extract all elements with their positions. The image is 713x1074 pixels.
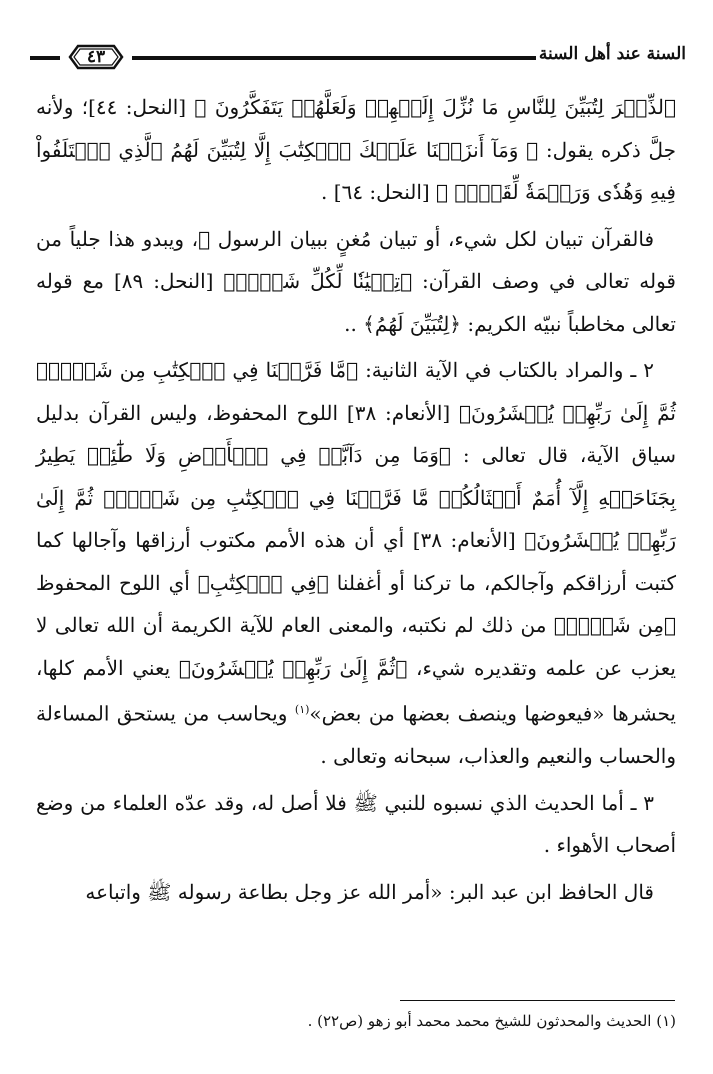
header-rule xyxy=(132,56,536,60)
header-rule-left xyxy=(30,56,60,60)
page-header xyxy=(30,38,686,78)
paragraph-3-tail: ويحاسب من يستحق المساءلة والحساب والنعيم والعذاب، سبحانه وتعالى . xyxy=(36,701,676,769)
paragraph-4: ٣ ـ أما الحديث الذي نسبوه للنبي ﷺ فلا أصل له، وقد عدّه العلماء من وضع أصحاب الأهواء . xyxy=(36,790,676,858)
paragraph-2: فالقرآن تبيان لكل شيء، أو تبيان مُغنٍ ببيان الرسول ﷺ، ويبدو هذا جلياً من قوله تعالى في وصف القرآن: ﴿تِبۡيَٰنٗا لِّكُلِّ شَيۡءٖ﴾ [النحل: ٨٩] مع قوله تعالى مخاطباً نبيّه الكريم: ﴿لِتُبَيِّنَ لَهُمُ﴾ .. xyxy=(36,226,676,336)
page-number-frame xyxy=(64,42,128,72)
footnote-reference: (١) xyxy=(294,703,310,716)
footnote: (١) الحديث والمحدثون للشيخ محمد محمد أبو زهو (ص٢٢) . xyxy=(307,1012,676,1030)
running-title: السنة عند أهل السنة xyxy=(538,44,686,64)
footnote-divider xyxy=(400,1000,675,1001)
paragraph-3-text: ٢ ـ والمراد بالكتاب في الآية الثانية: ﴿مَّا فَرَّطۡنَا فِي ٱلۡكِتَٰبِ مِن شَيۡءٖۚ ثُمَّ إِلَىٰ رَبِّهِمۡ يُحۡشَرُونَ﴾ [الأنعام: ٣٨] اللوح المحفوظ، وليس القرآن بدليل سياق الآية، قال تعالى : ﴿وَمَا مِن دَآبَّةٖ فِي ٱلۡأَرۡضِ وَلَا طَٰٓئِرٖ يَطِيرُ بِجَنَاحَيۡهِ إِلَّآ أُمَمٌ أَمۡثَالُكُمۚ مَّا فَرَّطۡنَا فِي ٱلۡكِتَٰبِ مِن شَيۡءٖۚ ثُمَّ إِلَىٰ رَبِّهِمۡ يُحۡشَرُونَ﴾ [الأنعام: ٣٨] أي أن هذه الأمم مكتوب أرزاقها وآجالها كما كتبت أرزاقكم وآجالكم، ما تركنا أو أغفلنا ﴿فِي ٱلۡكِتَٰبِ﴾ أي اللوح المحفوظ ﴿مِن شَيۡءٖ﴾ من ذلك لم نكتبه، والمعنى العام للآية الكريمة أن الله تعالى لا يعزب عن علمه وتقديره شيء، ﴿ثُمَّ إِلَىٰ رَبِّهِمۡ يُحۡشَرُونَ﴾ يعني الأمم كلها، يحشرها «فيعوضها وينصف بعضها من بعض» xyxy=(36,358,677,726)
body-text xyxy=(36,86,676,917)
paragraph-3 xyxy=(36,349,676,778)
paragraph-1: ٱلذِّكۡرَ لِتُبَيِّنَ لِلنَّاسِ مَا نُزِّلَ إِلَيۡهِمۡ وَلَعَلَّهُمۡ يَتَفَكَّرُونَ ﴾ [النحل: ٤٤]؛ ولأنه جلَّ ذكره يقول: ﴿ وَمَآ أَنزَلۡنَا عَلَيۡكَ ٱلۡكِتَٰبَ إِلَّا لِتُبَيِّنَ لَهُمُ ٱلَّذِي ٱخۡتَلَفُواْ فِيهِ وَهُدٗى وَرَحۡمَةٗ لِّقَوۡمٖ ﴾ [النحل: ٦٤] . xyxy=(36,95,676,204)
page-number: ٤٣ xyxy=(86,47,106,67)
paragraph-5: قال الحافظ ابن عبد البر: «أمر الله عز وجل بطاعة رسوله ﷺ واتباعه xyxy=(85,879,654,904)
